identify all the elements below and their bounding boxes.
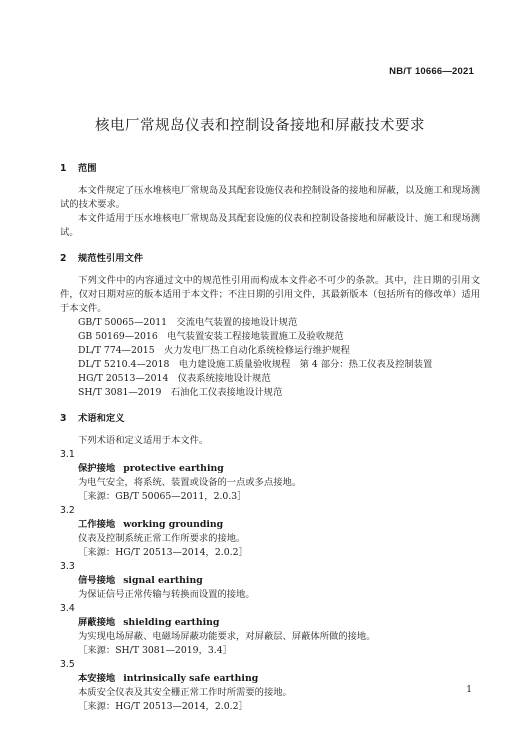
term-definition: 为电气安全，将系统、装置或设备的一点或多点接地。 — [78, 477, 302, 488]
document-body — [60, 162, 480, 714]
term-name: 保护接地 protective earthing — [78, 463, 224, 474]
section-heading: 1 范围 — [60, 163, 97, 174]
section-heading: 2 规范性引用文件 — [60, 253, 144, 264]
reference-list — [60, 316, 480, 400]
term-number: 3.5 — [60, 659, 75, 670]
term-definition: 仪表及控制系统正常工作所要求的接地。 — [78, 533, 246, 544]
standard-number: NB/T 10666—2021 — [389, 66, 474, 77]
term-name: 信号接地 signal earthing — [78, 575, 203, 586]
term-number: 3.3 — [60, 561, 75, 572]
term-entry — [60, 658, 480, 714]
term-source: ［来源：SH/T 3081—2019，3.4］ — [78, 645, 232, 656]
paragraph: 本文件规定了压水堆核电厂常规岛及其配套设施仪表和控制设备的接地和屏蔽，以及施工和现场测试的技术要求。 — [60, 185, 480, 210]
term-number: 3.1 — [60, 449, 75, 460]
term-name: 屏蔽接地 shielding earthing — [78, 617, 220, 628]
term-entry — [60, 504, 480, 560]
reference-item: DL/T 774—2015 火力发电厂热工自动化系统检修运行维护规程 — [78, 345, 350, 356]
term-entry — [60, 560, 480, 602]
term-name: 工作接地 working grounding — [78, 519, 224, 530]
paragraph: 本文件适用于压水堆核电厂常规岛及其配套设施的仪表和控制设备接地和屏蔽设计、施工和现场测试。 — [60, 213, 480, 238]
reference-item: SH/T 3081—2019 石油化工仪表接地设计规范 — [78, 387, 283, 398]
term-name: 本安接地 intrinsically safe earthing — [78, 673, 259, 684]
document-title: 核电厂常规岛仪表和控制设备接地和屏蔽技术要求 — [95, 118, 425, 134]
term-number: 3.4 — [60, 603, 75, 614]
term-number: 3.2 — [60, 505, 75, 516]
reference-item: HG/T 20513—2014 仪表系统接地设计规范 — [78, 373, 271, 384]
section-heading: 3 术语和定义 — [60, 413, 125, 424]
page-number: 1 — [466, 685, 472, 695]
reference-item: GB 50169—2016 电气装置安装工程接地装置施工及验收规范 — [78, 331, 344, 342]
term-entry — [60, 448, 480, 504]
term-source: ［来源：HG/T 20513—2014，2.0.2］ — [78, 547, 248, 558]
term-definition: 为保证信号正常传输与转换而设置的接地。 — [78, 589, 255, 600]
term-source: ［来源：GB/T 50065—2011，2.0.3］ — [78, 491, 247, 502]
term-definition: 为实现电场屏蔽、电磁场屏蔽功能要求，对屏蔽层、屏蔽体所做的接地。 — [78, 631, 376, 642]
term-source: ［来源：HG/T 20513—2014，2.0.2］ — [78, 701, 248, 712]
reference-item: DL/T 5210.4—2018 电力建设施工质量验收规程 第 4 部分：热工仪表及控制装置 — [78, 359, 433, 370]
paragraph: 下列术语和定义适用于本文件。 — [78, 435, 209, 446]
paragraph: 下列文件中的内容通过文中的规范性引用而构成本文件必不可少的条款。其中，注日期的引用文件，仅对日期对应的版本适用于本文件；不注日期的引用文件，其最新版本（包括所有的修改单）适用于本文件。 — [60, 275, 480, 314]
term-entry — [60, 602, 480, 658]
term-definition: 本质安全仪表及其安全栅正常工作时所需要的接地。 — [78, 687, 292, 698]
reference-item: GB/T 50065—2011 交流电气装置的接地设计规范 — [78, 317, 298, 328]
